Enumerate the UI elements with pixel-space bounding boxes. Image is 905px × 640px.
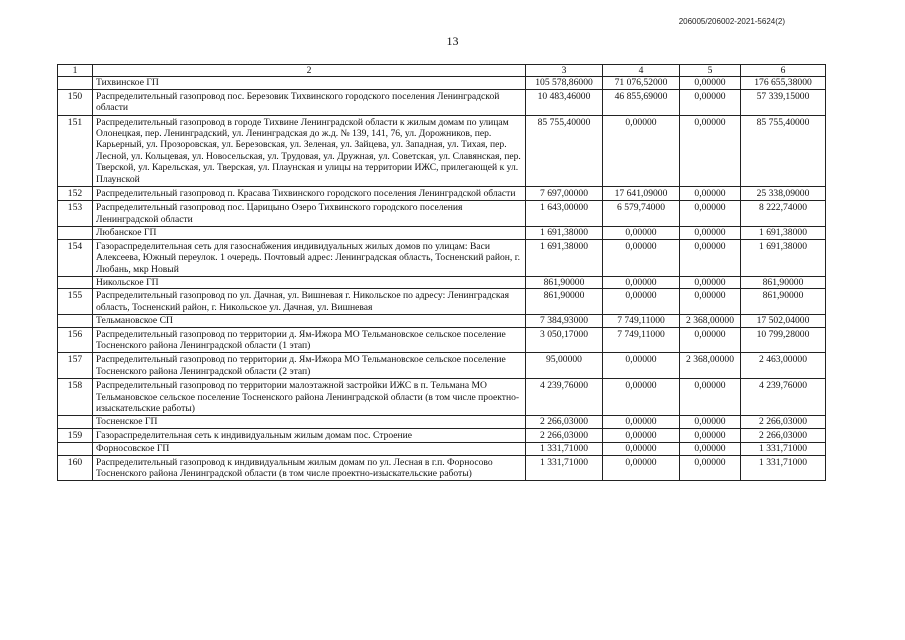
value-col-3: 1 691,38000 xyxy=(526,239,603,276)
value-col-6: 2 266,03000 xyxy=(741,416,826,428)
value-col-4: 7 749,11000 xyxy=(603,315,680,327)
row-name: Распределительный газопровод по территории д. Ям-Ижора МО Тельмановское сельское поселение Тосненского района Ленинградской области (1 этап) xyxy=(93,327,526,353)
settlement-subtotal-row xyxy=(58,443,826,455)
value-col-5: 0,00000 xyxy=(680,239,741,276)
row-number: 151 xyxy=(58,115,93,186)
table-row xyxy=(58,239,826,276)
value-col-4: 0,00000 xyxy=(603,443,680,455)
value-col-3: 4 239,76000 xyxy=(526,379,603,416)
value-col-4: 0,00000 xyxy=(603,239,680,276)
value-col-6: 1 331,71000 xyxy=(741,443,826,455)
value-col-5: 2 368,00000 xyxy=(680,353,741,379)
column-header-1: 1 xyxy=(58,65,93,77)
value-col-4: 6 579,74000 xyxy=(603,201,680,227)
row-name: Никольское ГП xyxy=(93,276,526,288)
value-col-6: 861,90000 xyxy=(741,289,826,315)
row-number: 153 xyxy=(58,201,93,227)
row-name: Тихвинское ГП xyxy=(93,77,526,89)
value-col-5: 0,00000 xyxy=(680,77,741,89)
settlement-subtotal-row xyxy=(58,416,826,428)
row-number xyxy=(58,227,93,239)
value-col-5: 0,00000 xyxy=(680,416,741,428)
column-header-4: 4 xyxy=(603,65,680,77)
table-header-row xyxy=(58,65,826,77)
settlement-subtotal-row xyxy=(58,276,826,288)
settlement-subtotal-row xyxy=(58,315,826,327)
value-col-5: 0,00000 xyxy=(680,289,741,315)
table-row xyxy=(58,428,826,442)
value-col-3: 7 384,93000 xyxy=(526,315,603,327)
value-col-4: 0,00000 xyxy=(603,353,680,379)
row-name: Распределительный газопровод в городе Тихвине Ленинградской области к жилым домам по улицам Олонецкая, пер. Ленинградский, ул. Ленинградская до ж.д. № 139, 141, 76, ул. Дорожников, пер. Карьерный, ул. Прозоровская, ул. Березовская, ул. Зеленая, ул. Зайцева, ул. Западная, ул. Тихая, пер. Лесной, ул. Кольцевая, ул. Новосельская, ул. Трудовая, ул. Дружная, ул. Советская, ул. Славянская, пер. Тверской, ул. Карельская, ул. Тверская, ул. Плаунская и улицы на территории ИЖС, прилегающей к ул. Плаунской xyxy=(93,115,526,186)
settlement-subtotal-row xyxy=(58,227,826,239)
value-col-3: 1 643,00000 xyxy=(526,201,603,227)
column-header-5: 5 xyxy=(680,65,741,77)
value-col-6: 1 691,38000 xyxy=(741,239,826,276)
value-col-3: 1 331,71000 xyxy=(526,443,603,455)
value-col-5: 2 368,00000 xyxy=(680,315,741,327)
value-col-5: 0,00000 xyxy=(680,201,741,227)
table-row xyxy=(58,455,826,481)
value-col-6: 4 239,76000 xyxy=(741,379,826,416)
value-col-6: 10 799,28000 xyxy=(741,327,826,353)
row-name: Распределительный газопровод к индивидуальным жилым домам по ул. Лесная в г.п. Форносово Тосненского района Ленинградской области (в том числе проектно-изыскательские работы) xyxy=(93,455,526,481)
row-number: 152 xyxy=(58,187,93,201)
table-row xyxy=(58,353,826,379)
column-header-3: 3 xyxy=(526,65,603,77)
gas-pipeline-table xyxy=(57,64,826,481)
value-col-3: 1 331,71000 xyxy=(526,455,603,481)
row-number: 158 xyxy=(58,379,93,416)
table-row xyxy=(58,379,826,416)
page-number: 13 xyxy=(446,34,459,48)
value-col-3: 861,90000 xyxy=(526,289,603,315)
value-col-4: 0,00000 xyxy=(603,227,680,239)
value-col-5: 0,00000 xyxy=(680,276,741,288)
value-col-3: 10 483,46000 xyxy=(526,89,603,115)
row-number: 155 xyxy=(58,289,93,315)
column-header-2: 2 xyxy=(93,65,526,77)
value-col-5: 0,00000 xyxy=(680,428,741,442)
value-col-6: 17 502,04000 xyxy=(741,315,826,327)
value-col-4: 17 641,09000 xyxy=(603,187,680,201)
row-number xyxy=(58,77,93,89)
value-col-3: 3 050,17000 xyxy=(526,327,603,353)
value-col-3: 95,00000 xyxy=(526,353,603,379)
row-number xyxy=(58,315,93,327)
value-col-3: 1 691,38000 xyxy=(526,227,603,239)
value-col-3: 2 266,03000 xyxy=(526,416,603,428)
row-number: 150 xyxy=(58,89,93,115)
value-col-4: 0,00000 xyxy=(603,428,680,442)
table-row xyxy=(58,327,826,353)
table-row xyxy=(58,187,826,201)
row-name: Распределительный газопровод пос. Царицыно Озеро Тихвинского городского поселения Ленинградской области xyxy=(93,201,526,227)
value-col-5: 0,00000 xyxy=(680,187,741,201)
value-col-4: 0,00000 xyxy=(603,455,680,481)
value-col-4: 0,00000 xyxy=(603,289,680,315)
value-col-3: 2 266,03000 xyxy=(526,428,603,442)
row-number xyxy=(58,416,93,428)
row-name: Тосненское ГП xyxy=(93,416,526,428)
row-number: 157 xyxy=(58,353,93,379)
value-col-6: 25 338,09000 xyxy=(741,187,826,201)
row-number: 154 xyxy=(58,239,93,276)
value-col-6: 176 655,38000 xyxy=(741,77,826,89)
value-col-4: 46 855,69000 xyxy=(603,89,680,115)
row-name: Газораспределительная сеть для газоснабжения индивидуальных жилых домов по улицам: Васи Алексеева, Южный переулок. 1 очередь. Почтовый адрес: Ленинградская область, Тосненский район, г. Любань, мкр Новый xyxy=(93,239,526,276)
row-name: Распределительный газопровод п. Красава Тихвинского городского поселения Ленинградской области xyxy=(93,187,526,201)
column-header-6: 6 xyxy=(741,65,826,77)
value-col-5: 0,00000 xyxy=(680,89,741,115)
row-name: Тельмановское СП xyxy=(93,315,526,327)
table-row xyxy=(58,289,826,315)
document-reference: 206005/206002-2021-5624(2) xyxy=(678,17,785,26)
value-col-6: 2 266,03000 xyxy=(741,428,826,442)
row-number: 159 xyxy=(58,428,93,442)
value-col-4: 71 076,52000 xyxy=(603,77,680,89)
value-col-6: 1 331,71000 xyxy=(741,455,826,481)
table-row xyxy=(58,115,826,186)
row-name: Форносовское ГП xyxy=(93,443,526,455)
row-number xyxy=(58,443,93,455)
value-col-6: 85 755,40000 xyxy=(741,115,826,186)
settlement-subtotal-row xyxy=(58,77,826,89)
value-col-3: 861,90000 xyxy=(526,276,603,288)
value-col-5: 0,00000 xyxy=(680,227,741,239)
value-col-4: 0,00000 xyxy=(603,276,680,288)
value-col-6: 8 222,74000 xyxy=(741,201,826,227)
value-col-6: 57 339,15000 xyxy=(741,89,826,115)
row-name: Распределительный газопровод по ул. Дачная, ул. Вишневая г. Никольское по адресу: Ленинградская область, Тосненский район, г. Никольское ул. Дачная, ул. Вишневая xyxy=(93,289,526,315)
row-name: Распределительный газопровод по территории д. Ям-Ижора МО Тельмановское сельское поселение Тосненского района Ленинградской области (2 этап) xyxy=(93,353,526,379)
value-col-4: 0,00000 xyxy=(603,379,680,416)
value-col-3: 105 578,86000 xyxy=(526,77,603,89)
table-row xyxy=(58,89,826,115)
row-name: Любанское ГП xyxy=(93,227,526,239)
row-name: Распределительный газопровод по территории малоэтажной застройки ИЖС в п. Тельмана МО Тельмановское сельское поселение Тосненского района Ленинградской области (в том числе проектно-изыскательские работы) xyxy=(93,379,526,416)
value-col-6: 861,90000 xyxy=(741,276,826,288)
value-col-5: 0,00000 xyxy=(680,327,741,353)
value-col-6: 1 691,38000 xyxy=(741,227,826,239)
row-name: Распределительный газопровод пос. Березовик Тихвинского городского поселения Ленинградской области xyxy=(93,89,526,115)
value-col-5: 0,00000 xyxy=(680,115,741,186)
row-name: Газораспределительная сеть к индивидуальным жилым домам пос. Строение xyxy=(93,428,526,442)
value-col-4: 0,00000 xyxy=(603,416,680,428)
row-number xyxy=(58,276,93,288)
value-col-6: 2 463,00000 xyxy=(741,353,826,379)
row-number: 156 xyxy=(58,327,93,353)
value-col-3: 85 755,40000 xyxy=(526,115,603,186)
row-number: 160 xyxy=(58,455,93,481)
table-body xyxy=(58,77,826,481)
value-col-5: 0,00000 xyxy=(680,443,741,455)
value-col-4: 7 749,11000 xyxy=(603,327,680,353)
value-col-5: 0,00000 xyxy=(680,379,741,416)
value-col-4: 0,00000 xyxy=(603,115,680,186)
table-row xyxy=(58,201,826,227)
value-col-5: 0,00000 xyxy=(680,455,741,481)
value-col-3: 7 697,00000 xyxy=(526,187,603,201)
